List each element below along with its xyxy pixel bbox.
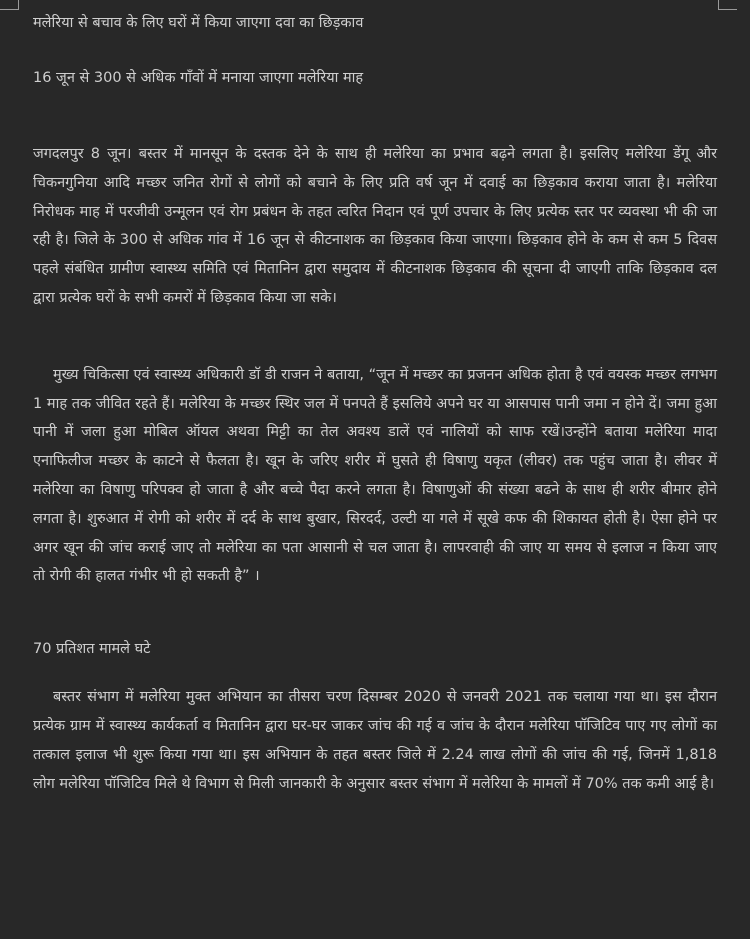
document-subtitle: 16 जून से 300 से अधिक गाँवों में मनाया जाएगा मलेरिया माह [33, 70, 364, 86]
document-body[interactable] [33, 10, 717, 798]
document-title: मलेरिया से बचाव के लिए घरों में किया जाएगा दवा का छिड़काव [33, 15, 364, 31]
page-corner-mark-left [0, 0, 19, 10]
paragraph-intro: जगदलपुर 8 जून। बस्तर में मानसून के दस्तक देने के साथ ही मलेरिया का प्रभाव बढ़ने लगता है। इसलिए मलेरिया डेंगू और चिकनगुनिया आदि मच्छर जनित रोगों से लोगों को बचाने के लिए प्रति वर्ष जून में दवाई का छिड़काव कराया जाता है। मलेरिया निरोधक माह में परजीवी उन्मूलन एवं रोग प्रबंधन के तहत त्वरित निदान एवं पूर्ण उपचार के लिए प्रत्येक स्तर पर व्यवस्था भी की जा रही है। जिले के 300 से अधिक गांव में 16 जून से कीटनाशक का छिड़काव किया जाएगा। छिड़काव होने के कम से कम 5 दिवस पहले संबंधित ग्रामीण स्वास्थ्य समिति एवं मितानिन द्वारा समुदाय में कीटनाशक छिड़काव की सूचना दी जाएगी ताकि छिड़काव दल द्वारा प्रत्येक घरों के सभी कमरों में छिड़काव किया जा सके। [33, 146, 717, 306]
paragraph-campaign: बस्तर संभाग में मलेरिया मुक्त अभियान का तीसरा चरण दिसम्बर 2020 से जनवरी 2021 तक चलाया गया था। इस दौरान प्रत्येक ग्राम में स्वास्थ्य कार्यकर्ता व मितानिन द्वारा घर-घर जाकर जांच की गई व जांच के दौरान मलेरिया पॉजिटिव पाए गए लोगों का तत्काल इलाज भी शुरू किया गया था। इस अभियान के तहत बस्तर जिले में 2.24 लाख लोगों की जांच की गई, जिनमें 1,818 लोग मलेरिया पॉजिटिव मिले थे विभाग से मिली जानकारी के अनुसार बस्तर संभाग में मलेरिया के मामलों में 70% तक कमी आई है। [33, 689, 717, 792]
section-heading: 70 प्रतिशत मामले घटे [33, 641, 151, 658]
paragraph-officer-quote: मुख्य चिकित्सा एवं स्वास्थ्य अधिकारी डॉ डी राजन ने बताया, “जून में मच्छर का प्रजनन अधिक होता है एवं वयस्क मच्छर लगभग 1 माह तक जीवित रहते हैं। मलेरिया के मच्छर स्थिर जल में पनपते हैं इसलिये अपने घर या आसपास पानी जमा न होने दें। जमा हुआ पानी में जला हुआ मोबिल ऑयल अथवा मिट्टी का तेल अवश्य डालें एवं नालियों को साफ रखें।उन्होंने बताया मलेरिया मादा एनाफिलीज मच्छर के काटने से फैलता है। खून के जरिए शरीर में घुसते ही विषाणु यकृत (लीवर) तक पहुंच जाता है। लीवर में मलेरिया का विषाणु परिपक्व हो जाता है और बच्चे पैदा करने लगता है। विषाणुओं की संख्या बढने के साथ ही शरीर बीमार होने लगता है। शुरुआत में रोगी को शरीर में दर्द के साथ बुखार, सिरदर्द, उल्टी या गले में सूखे कफ की शिकायत होती है। ऐसा होने पर अगर खून की जांच कराई जाए तो मलेरिया का पता आसानी से चल जाता है। लापरवाही की जाए या समय से इलाज न किया जाए तो रोगी की हालत गंभीर भी हो सकती है” । [33, 366, 717, 585]
page-corner-mark-right [718, 0, 737, 10]
